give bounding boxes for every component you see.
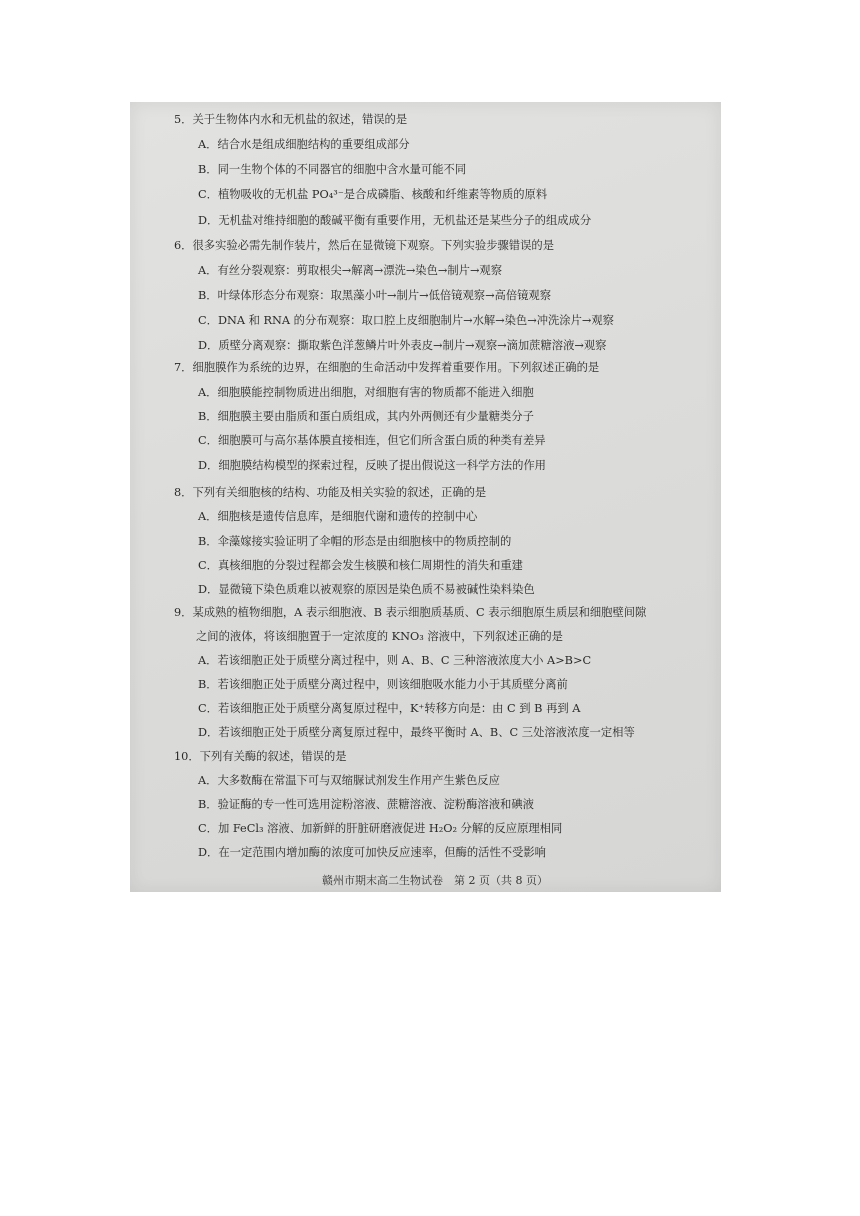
question-10-option-b: B．验证酶的专一性可选用淀粉溶液、蔗糖溶液、淀粉酶溶液和碘液 [198,798,534,811]
question-7-option-b: B．细胞膜主要由脂质和蛋白质组成，其内外两侧还有少量糖类分子 [198,410,534,423]
question-6-option-d: D．质壁分离观察：撕取紫色洋葱鳞片叶外表皮→制片→观察→滴加蔗糖溶液→观察 [198,339,607,352]
question-10-option-a: A．大多数酶在常温下可与双缩脲试剂发生作用产生紫色反应 [198,774,500,787]
question-5-option-a: A．结合水是组成细胞结构的重要组成部分 [198,138,410,151]
question-5-option-c: C．植物吸收的无机盐 PO₄³⁻是合成磷脂、核酸和纤维素等物质的原料 [198,188,548,201]
question-9-stem-continued: 之间的液体，将该细胞置于一定浓度的 KNO₃ 溶液中，下列叙述正确的是 [196,630,563,643]
question-8-stem: 8．下列有关细胞核的结构、功能及相关实验的叙述，正确的是 [174,486,487,499]
question-9-option-b: B．若该细胞正处于质壁分离过程中，则该细胞吸水能力小于其质壁分离前 [198,678,568,691]
page-footer: 赣州市期末高二生物试卷 第 2 页（共 8 页） [322,874,548,887]
question-10-stem: 10．下列有关酶的叙述，错误的是 [174,750,347,763]
question-6-option-a: A．有丝分裂观察：剪取根尖→解离→漂洗→染色→制片→观察 [198,264,503,277]
question-6-option-c: C．DNA 和 RNA 的分布观察：取口腔上皮细胞制片→水解→染色→冲洗涂片→观察 [198,314,614,327]
question-10-option-d: D．在一定范围内增加酶的浓度可加快反应速率，但酶的活性不受影响 [198,846,546,859]
question-10-option-c: C．加 FeCl₃ 溶液、加新鲜的肝脏研磨液促进 H₂O₂ 分解的反应原理相同 [198,822,563,835]
question-9-stem: 9．某成熟的植物细胞，A 表示细胞液、B 表示细胞质基质、C 表示细胞原生质层和细胞壁间隙 [174,606,647,619]
question-7-option-c: C．细胞膜可与高尔基体膜直接相连，但它们所含蛋白质的种类有差异 [198,434,546,447]
question-5-option-b: B．同一生物个体的不同器官的细胞中含水量可能不同 [198,163,467,176]
question-6-stem: 6．很多实验必需先制作装片，然后在显微镜下观察。下列实验步骤错误的是 [174,239,554,252]
question-9-option-d: D．若该细胞正处于质壁分离复原过程中，最终平衡时 A、B、C 三处溶液浓度一定相等 [198,726,635,739]
question-8-option-a: A．细胞核是遗传信息库，是细胞代谢和遗传的控制中心 [198,510,478,523]
question-7-option-a: A．细胞膜能控制物质进出细胞，对细胞有害的物质都不能进入细胞 [198,386,534,399]
question-7-option-d: D．细胞膜结构模型的探索过程，反映了提出假说这一科学方法的作用 [198,459,546,472]
question-8-option-c: C．真核细胞的分裂过程都会发生核膜和核仁周期性的消失和重建 [198,559,523,572]
question-8-option-d: D．显微镜下染色质难以被观察的原因是染色质不易被碱性染料染色 [198,583,535,596]
question-5-option-d: D．无机盐对维持细胞的酸碱平衡有重要作用，无机盐还是某些分子的组成成分 [198,214,592,227]
question-6-option-b: B．叶绿体形态分布观察：取黑藻小叶→制片→低倍镜观察→高倍镜观察 [198,289,552,302]
question-5-stem: 5．关于生物体内水和无机盐的叙述，错误的是 [174,113,408,126]
question-9-option-a: A．若该细胞正处于质壁分离过程中，则 A、B、C 三种溶液浓度大小 A>B>C [198,654,592,667]
question-9-option-c: C．若该细胞正处于质壁分离复原过程中，K⁺转移方向是：由 C 到 B 再到 A [198,702,581,715]
question-7-stem: 7．细胞膜作为系统的边界，在细胞的生命活动中发挥着重要作用。下列叙述正确的是 [174,361,600,374]
question-8-option-b: B．伞藻嫁接实验证明了伞帽的形态是由细胞核中的物质控制的 [198,535,512,548]
